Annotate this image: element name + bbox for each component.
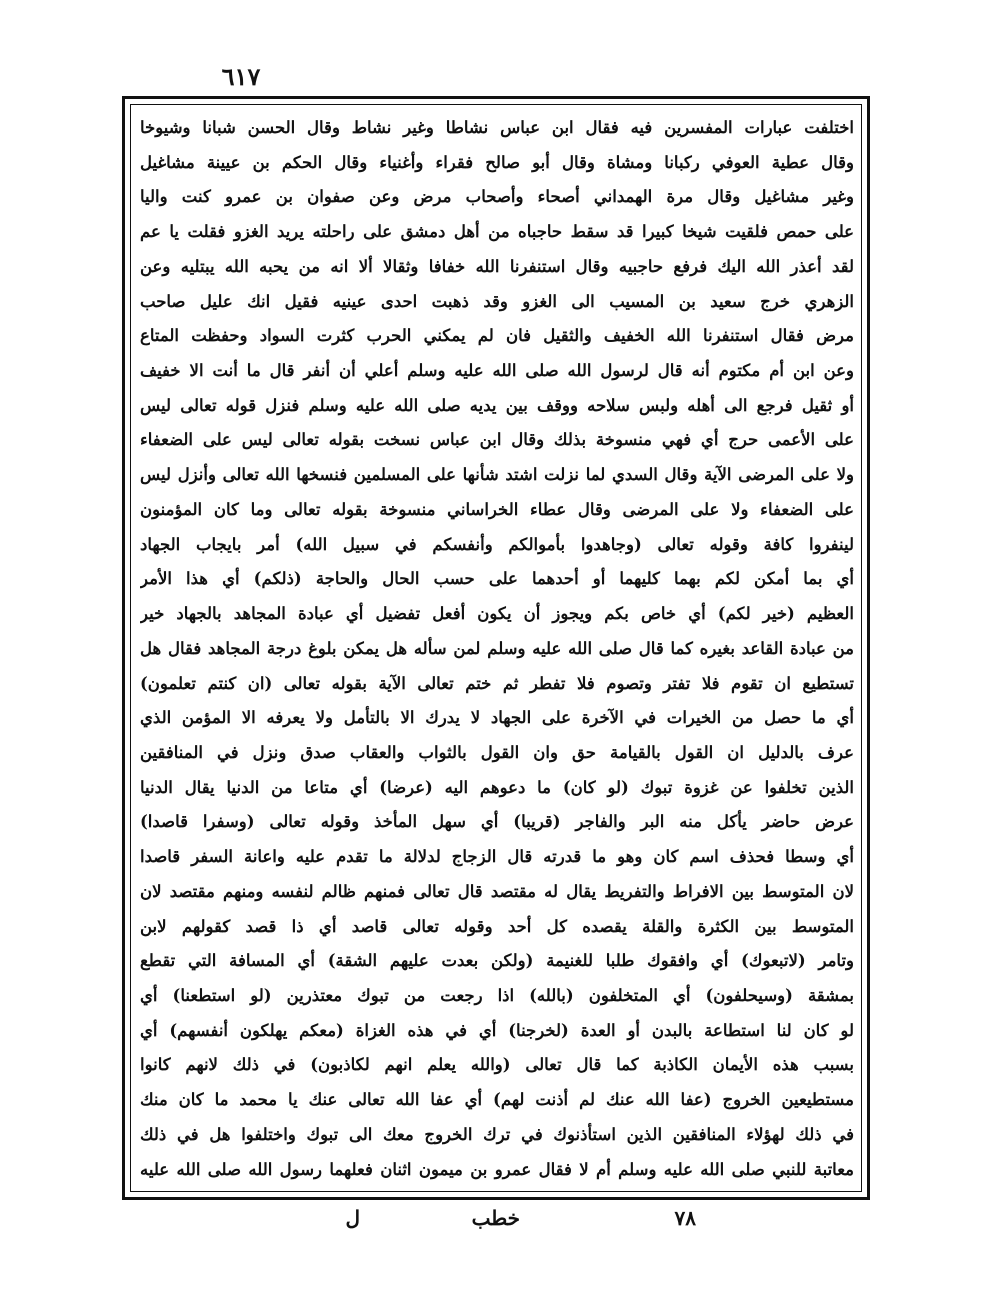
text-line-17: تستطيع ان تقوم فلا تفتر وتصوم فلا تفطر ثم ختم تعالى الآية بقوله تعالى (ان كنتم تعلمون) xyxy=(140,673,854,693)
page-footer xyxy=(300,1206,720,1236)
text-line-22: أي وسطا فحذف اسم كان وهو ما قدرته قال الزجاج لدلالة ما تقدم عليه واعانة السفر قاصدا xyxy=(140,847,854,867)
text-line-18: أي ما حصل من الخيرات في الآخرة على الجهاد لا يدرك الا بالتأمل ولا يعرفه الا المؤمن الذي xyxy=(140,708,854,728)
text-line-2: وقال عطية العوفي ركبانا ومشاة وقال أبو صالح فقراء وأغنياء وقال الحكم بن عيينة مشاغيل xyxy=(140,152,854,172)
text-line-7: مرض فقال استنفرنا الله الخفيف والثقيل فان لم يمكني الحرب كثرت السواد وحفظت المتاع xyxy=(140,326,854,346)
text-line-13: لينفروا كافة وقوله تعالى (وجاهدوا بأموالكم وأنفسكم في سبيل الله) أمر بايجاب الجهاد xyxy=(140,534,854,554)
text-line-10: على الأعمى حرج أي فهي منسوخة بذلك وقال ابن عباس نسخت بقوله تعالى ليس على الضعفاء xyxy=(140,430,854,450)
text-line-11: ولا على المرضى الآية وقال السدي لما نزلت اشتد شأنها على المسلمين فنسخها الله تعالى وأنزل ليس xyxy=(140,465,854,485)
text-line-20: الذين تخلفوا عن غزوة تبوك (لو كان) ما دعوهم اليه (عرضا) أي متاعا من الدنيا يقال الدنيا xyxy=(140,777,854,797)
text-line-27: لو كان لنا استطاعة بالبدن أو العدة (لخرجنا) أي في هذه الغزاة (معكم يهلكون أنفسهم) أي xyxy=(140,1020,854,1040)
text-line-29: مستطيعين الخروج (عفا الله عنك لم أذنت لهم) أي عفا الله تعالى عنك يا محمد ما كان منك xyxy=(140,1090,854,1110)
text-line-31: معاتبة للنبي صلى الله عليه وسلم أم لا فقال عمرو بن ميمون اثنان فعلهما رسول الله صلى الله عليه xyxy=(140,1159,854,1179)
text-line-12: على الضعفاء ولا على المرضى وقال عطاء الخراساني منسوخة بقوله تعالى وما كان المؤمنون xyxy=(140,499,854,519)
text-line-6: الزهري خرج سعيد بن المسيب الى الغزو وقد ذهبت احدى عينيه فقيل انك عليل صاحب xyxy=(140,291,854,311)
page-number: ٦١٧ xyxy=(221,62,261,91)
text-line-23: لان المتوسط بين الافراط والتفريط يقال له مقتصد قال تعالى فمنهم ظالم لنفسه ومنهم مقتصد لان xyxy=(140,881,854,901)
text-line-8: وعن ابن أم مكتوم أنه قال لرسول الله صلى الله عليه وسلم أعلي أن أنفر قال ما أنت الا خفيف xyxy=(140,361,854,381)
text-line-4: على حمص فلقيت شيخا كبيرا قد سقط حاجباه من أهل دمشق على راحلته يريد الغزو فقلت يا عم xyxy=(140,222,854,242)
text-line-25: وتامر (لاتبعوك) أي وافقوك طلبا للغنيمة (ولكن بعدت عليهم الشقة) أي المسافة التي تقطع xyxy=(140,951,854,971)
body-text-block xyxy=(136,112,858,1186)
text-line-3: وغير مشاغيل وقال مرة الهمداني أصحاء وأصحاب مرض وعن صفوان بن عمرو كنت واليا xyxy=(140,187,854,207)
footer-mark: خطب xyxy=(471,1206,520,1230)
text-line-14: أي بما أمكن لكم بهما كليهما أو أحدهما على حسب الحال والحاجة (ذلكم) أي هذا الأمر xyxy=(140,569,854,589)
text-line-28: بسبب هذه الأيمان الكاذبة كما قال تعالى (والله يعلم انهم لكاذبون) في ذلك لانهم كانوا xyxy=(140,1055,854,1075)
text-line-16: من عبادة القاعد بغيره كما قال صلى الله عليه وسلم لمن سأله هل يمكن بلوغ درجة المجاهد فقال هل xyxy=(140,638,854,658)
text-line-15: العظيم (خير لكم) أي خاص بكم ويجوز أن يكون أفعل تفضيل أي عبادة المجاهد بالجهاد خير xyxy=(140,604,854,624)
text-line-1: اختلفت عبارات المفسرين فيه فقال ابن عباس نشاطا وغير نشاط وقال الحسن شبانا وشيوخا xyxy=(140,118,854,137)
text-line-5: لقد أعذر الله اليك فرفع حاجبيه وقال استنفرنا الله خفافا وثقالا ألا انه من يحبه الله يبتليه وعن xyxy=(140,256,854,276)
text-line-30: في ذلك لهؤلاء المنافقين الذين استأذنوك في ترك الخروج معك الى تبوك واختلفوا هل في ذلك xyxy=(140,1124,854,1144)
text-line-26: بمشقة (وسيحلفون) أي المتخلفون (بالله) اذا رجعت من تبوك معتذرين (لو استطعنا) أي xyxy=(140,985,854,1005)
signature-number: ٧٨ xyxy=(674,1206,696,1230)
text-line-21: عرض حاضر يأكل منه البر والفاجر (قريبا) أي سهل المأخذ وقوله تعالى (وسفرا قاصدا) xyxy=(140,812,854,832)
text-line-9: أو ثقيل فرجع الى أهله ولبس سلاحه ووقف بين يديه صلى الله عليه وسلم فنزل قوله تعالى ليس xyxy=(140,395,854,415)
text-line-19: عرف بالدليل ان القول بالقيامة حق وان القول بالثواب والعقاب صدق ونزل في المنافقين xyxy=(140,742,854,762)
footer-letter: ل xyxy=(345,1206,360,1230)
text-line-24: المتوسط بين الكثرة والقلة يقصده كل أحد وقوله تعالى قاصد أي ذا قصد كقولهم لابن xyxy=(140,916,854,936)
